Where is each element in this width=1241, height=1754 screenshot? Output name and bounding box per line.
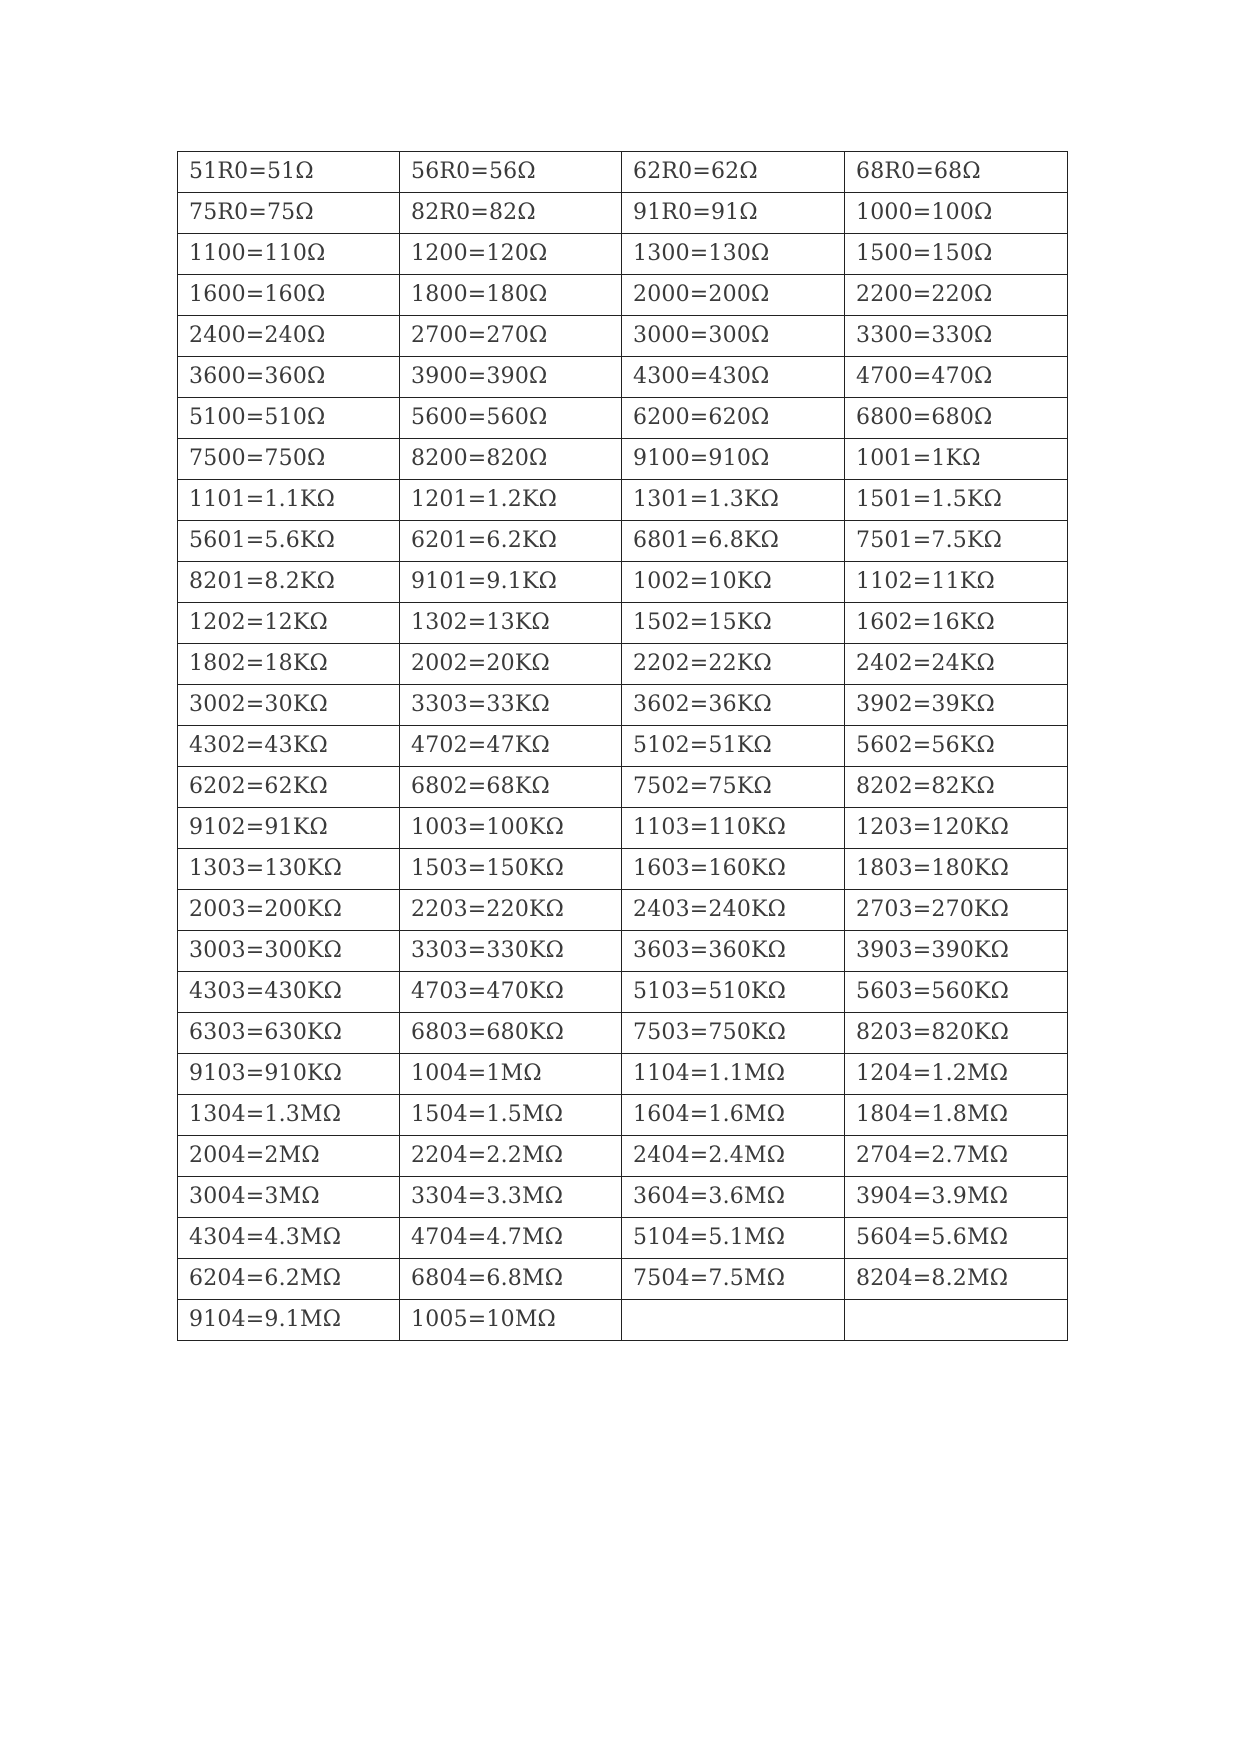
table-cell: 68R0=68Ω xyxy=(845,152,1068,193)
table-row xyxy=(178,726,1068,767)
table-body xyxy=(178,152,1068,1341)
table-cell: 6303=630KΩ xyxy=(178,1013,400,1054)
table-cell: 3000=300Ω xyxy=(622,316,845,357)
table-cell: 6803=680KΩ xyxy=(400,1013,622,1054)
table-cell: 1802=18KΩ xyxy=(178,644,400,685)
table-row xyxy=(178,1054,1068,1095)
table-cell: 3304=3.3MΩ xyxy=(400,1177,622,1218)
table-cell: 2200=220Ω xyxy=(845,275,1068,316)
table-row xyxy=(178,316,1068,357)
table-cell: 8200=820Ω xyxy=(400,439,622,480)
table-cell: 1100=110Ω xyxy=(178,234,400,275)
table-cell: 2403=240KΩ xyxy=(622,890,845,931)
table-cell: 2704=2.7MΩ xyxy=(845,1136,1068,1177)
table-cell: 3603=360KΩ xyxy=(622,931,845,972)
table-cell: 3303=330KΩ xyxy=(400,931,622,972)
table-cell: 4304=4.3MΩ xyxy=(178,1218,400,1259)
table-cell: 1804=1.8MΩ xyxy=(845,1095,1068,1136)
table-cell: 4700=470Ω xyxy=(845,357,1068,398)
table-row xyxy=(178,1177,1068,1218)
table-cell: 1002=10KΩ xyxy=(622,562,845,603)
table-row xyxy=(178,685,1068,726)
table-cell: 8202=82KΩ xyxy=(845,767,1068,808)
table-cell: 3602=36KΩ xyxy=(622,685,845,726)
table-cell: 1504=1.5MΩ xyxy=(400,1095,622,1136)
table-cell: 4303=430KΩ xyxy=(178,972,400,1013)
table-cell: 51R0=51Ω xyxy=(178,152,400,193)
table-cell: 6801=6.8KΩ xyxy=(622,521,845,562)
table-cell: 1303=130KΩ xyxy=(178,849,400,890)
table-row xyxy=(178,767,1068,808)
table-cell: 2003=200KΩ xyxy=(178,890,400,931)
table-cell: 9102=91KΩ xyxy=(178,808,400,849)
table-cell: 2002=20KΩ xyxy=(400,644,622,685)
table-cell: 2004=2MΩ xyxy=(178,1136,400,1177)
table-cell: 3902=39KΩ xyxy=(845,685,1068,726)
table-cell: 3904=3.9MΩ xyxy=(845,1177,1068,1218)
table-cell: 1003=100KΩ xyxy=(400,808,622,849)
table-cell: 1201=1.2KΩ xyxy=(400,480,622,521)
table-cell: 3303=33KΩ xyxy=(400,685,622,726)
table-cell: 5103=510KΩ xyxy=(622,972,845,1013)
table-cell: 4302=43KΩ xyxy=(178,726,400,767)
table-cell: 6800=680Ω xyxy=(845,398,1068,439)
table-cell: 6804=6.8MΩ xyxy=(400,1259,622,1300)
table-row xyxy=(178,644,1068,685)
table-cell: 62R0=62Ω xyxy=(622,152,845,193)
table-cell: 3600=360Ω xyxy=(178,357,400,398)
table-cell: 1602=16KΩ xyxy=(845,603,1068,644)
table-cell: 1803=180KΩ xyxy=(845,849,1068,890)
table-cell: 1104=1.1MΩ xyxy=(622,1054,845,1095)
table-cell: 7502=75KΩ xyxy=(622,767,845,808)
table-cell: 6202=62KΩ xyxy=(178,767,400,808)
table-cell: 1102=11KΩ xyxy=(845,562,1068,603)
table-cell: 1301=1.3KΩ xyxy=(622,480,845,521)
table-cell: 9103=910KΩ xyxy=(178,1054,400,1095)
table-row xyxy=(178,808,1068,849)
table-cell: 1300=130Ω xyxy=(622,234,845,275)
table-cell: 5600=560Ω xyxy=(400,398,622,439)
table-row xyxy=(178,603,1068,644)
table-cell: 7503=750KΩ xyxy=(622,1013,845,1054)
table-cell: 3004=3MΩ xyxy=(178,1177,400,1218)
table-row xyxy=(178,193,1068,234)
table-cell: 1005=10MΩ xyxy=(400,1300,622,1341)
table-row xyxy=(178,152,1068,193)
table-cell: 2404=2.4MΩ xyxy=(622,1136,845,1177)
table-cell: 2402=24KΩ xyxy=(845,644,1068,685)
table-cell: 1000=100Ω xyxy=(845,193,1068,234)
table-row xyxy=(178,1136,1068,1177)
table-cell: 1004=1MΩ xyxy=(400,1054,622,1095)
table-cell: 1502=15KΩ xyxy=(622,603,845,644)
table-cell: 8201=8.2KΩ xyxy=(178,562,400,603)
table-cell: 1500=150Ω xyxy=(845,234,1068,275)
table-cell: 3604=3.6MΩ xyxy=(622,1177,845,1218)
table-cell: 7500=750Ω xyxy=(178,439,400,480)
table-cell: 7504=7.5MΩ xyxy=(622,1259,845,1300)
table-cell: 5601=5.6KΩ xyxy=(178,521,400,562)
table-cell: 5604=5.6MΩ xyxy=(845,1218,1068,1259)
table-row xyxy=(178,1300,1068,1341)
table-cell: 5602=56KΩ xyxy=(845,726,1068,767)
table-cell: 2204=2.2MΩ xyxy=(400,1136,622,1177)
table-cell: 1204=1.2MΩ xyxy=(845,1054,1068,1095)
table-cell: 4703=470KΩ xyxy=(400,972,622,1013)
table-row xyxy=(178,1218,1068,1259)
table-row xyxy=(178,439,1068,480)
table-cell: 3003=300KΩ xyxy=(178,931,400,972)
table-cell: 1200=120Ω xyxy=(400,234,622,275)
table-row xyxy=(178,1013,1068,1054)
table-cell xyxy=(845,1300,1068,1341)
table-cell: 75R0=75Ω xyxy=(178,193,400,234)
table-cell: 6201=6.2KΩ xyxy=(400,521,622,562)
table-cell: 1203=120KΩ xyxy=(845,808,1068,849)
table-row xyxy=(178,357,1068,398)
table-cell: 2400=240Ω xyxy=(178,316,400,357)
table-cell: 9100=910Ω xyxy=(622,439,845,480)
table-cell: 7501=7.5KΩ xyxy=(845,521,1068,562)
table-cell xyxy=(622,1300,845,1341)
table-row xyxy=(178,234,1068,275)
table-row xyxy=(178,931,1068,972)
table-cell: 3002=30KΩ xyxy=(178,685,400,726)
table-cell: 1304=1.3MΩ xyxy=(178,1095,400,1136)
table-cell: 9101=9.1KΩ xyxy=(400,562,622,603)
table-cell: 91R0=91Ω xyxy=(622,193,845,234)
table-row xyxy=(178,521,1068,562)
resistor-code-table xyxy=(177,151,1068,1341)
table-row xyxy=(178,480,1068,521)
table-cell: 1103=110KΩ xyxy=(622,808,845,849)
table-cell: 1101=1.1KΩ xyxy=(178,480,400,521)
table-cell: 5100=510Ω xyxy=(178,398,400,439)
table-cell: 2203=220KΩ xyxy=(400,890,622,931)
table-row xyxy=(178,398,1068,439)
table-cell: 3900=390Ω xyxy=(400,357,622,398)
table-row xyxy=(178,972,1068,1013)
table-cell: 5104=5.1MΩ xyxy=(622,1218,845,1259)
table-cell: 82R0=82Ω xyxy=(400,193,622,234)
table-cell: 2700=270Ω xyxy=(400,316,622,357)
table-cell: 4704=4.7MΩ xyxy=(400,1218,622,1259)
table-cell: 4702=47KΩ xyxy=(400,726,622,767)
table-cell: 1600=160Ω xyxy=(178,275,400,316)
table-cell: 1202=12KΩ xyxy=(178,603,400,644)
table-row xyxy=(178,275,1068,316)
table-row xyxy=(178,890,1068,931)
table-cell: 2202=22KΩ xyxy=(622,644,845,685)
table-cell: 6802=68KΩ xyxy=(400,767,622,808)
table-cell: 3903=390KΩ xyxy=(845,931,1068,972)
table-cell: 2000=200Ω xyxy=(622,275,845,316)
table-row xyxy=(178,1259,1068,1300)
table-row xyxy=(178,1095,1068,1136)
table-cell: 1302=13KΩ xyxy=(400,603,622,644)
table-cell: 9104=9.1MΩ xyxy=(178,1300,400,1341)
table-cell: 1604=1.6MΩ xyxy=(622,1095,845,1136)
table-cell: 8204=8.2MΩ xyxy=(845,1259,1068,1300)
table-cell: 1603=160KΩ xyxy=(622,849,845,890)
table-cell: 2703=270KΩ xyxy=(845,890,1068,931)
table-row xyxy=(178,849,1068,890)
table-cell: 6204=6.2MΩ xyxy=(178,1259,400,1300)
table-row xyxy=(178,562,1068,603)
table-cell: 1001=1KΩ xyxy=(845,439,1068,480)
table-cell: 5603=560KΩ xyxy=(845,972,1068,1013)
table-cell: 1503=150KΩ xyxy=(400,849,622,890)
table-cell: 3300=330Ω xyxy=(845,316,1068,357)
table-cell: 8203=820KΩ xyxy=(845,1013,1068,1054)
table-cell: 4300=430Ω xyxy=(622,357,845,398)
table-cell: 56R0=56Ω xyxy=(400,152,622,193)
table-cell: 5102=51KΩ xyxy=(622,726,845,767)
table-cell: 6200=620Ω xyxy=(622,398,845,439)
table-cell: 1800=180Ω xyxy=(400,275,622,316)
table-cell: 1501=1.5KΩ xyxy=(845,480,1068,521)
